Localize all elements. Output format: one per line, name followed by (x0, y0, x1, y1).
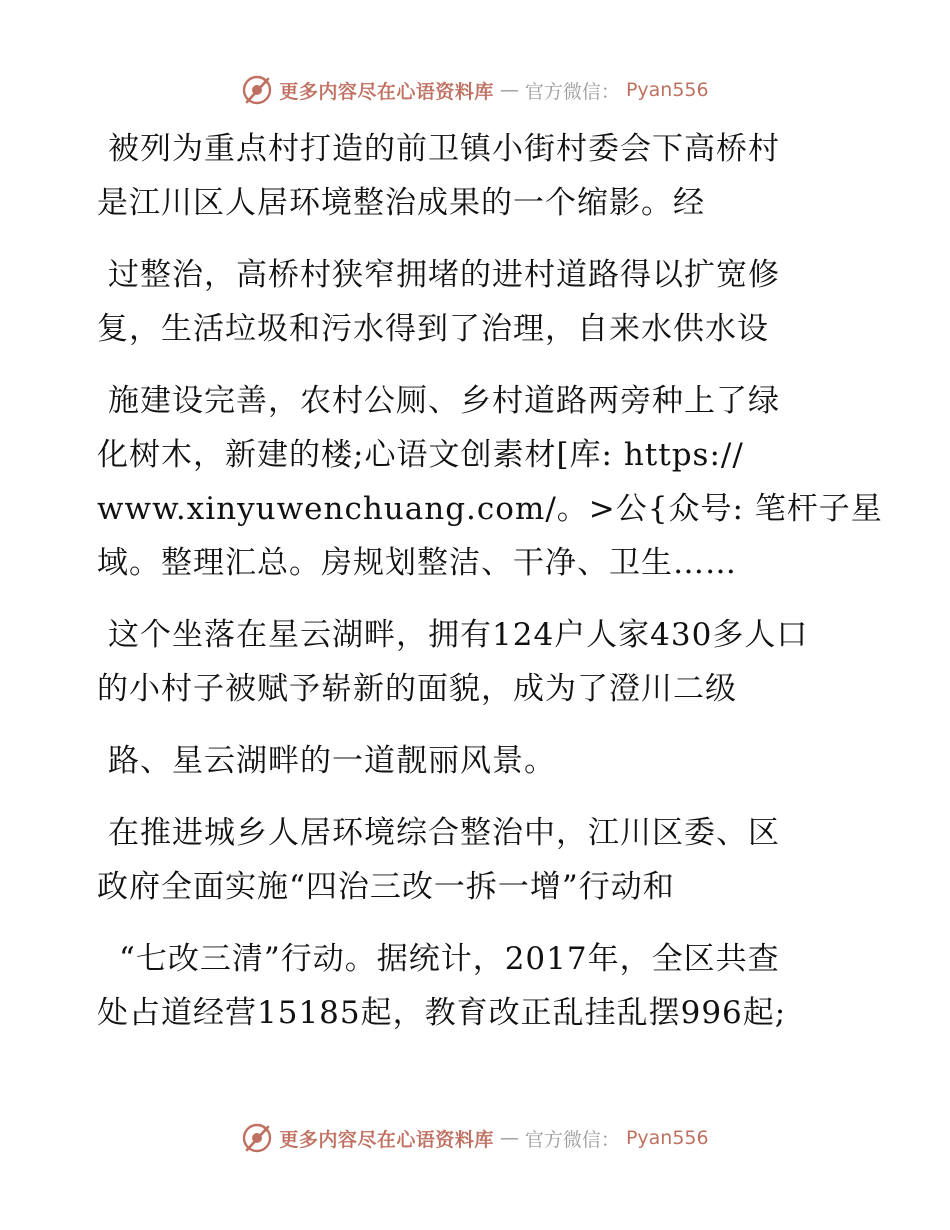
body-line: 域。整理汇总。房规划整洁、干净、卫生…… (97, 545, 737, 581)
body-line: 处占道经营15185起，教育改正乱挂乱摆996起; (97, 995, 787, 1031)
footer-banner-separator: — (499, 1127, 519, 1149)
footer-wechat-label: 官方微信： (524, 1128, 620, 1151)
body-line: 这个坐落在星云湖畔，拥有124户人家430多人口 (108, 617, 809, 653)
body-line: 复，生活垃圾和污水得到了治理，自来水供水设 (97, 311, 769, 347)
quill-seal-icon (241, 74, 273, 106)
header-banner-separator: — (499, 79, 519, 101)
body-line: 化树木，新建的楼;心语文创素材[库: https:// (97, 437, 744, 473)
body-line: 在推进城乡人居环境综合整治中，江川区委、区 (108, 815, 780, 851)
header-wechat-id: Pyan556 (625, 79, 709, 101)
header-banner-text: 更多内容尽在心语资料库 (279, 80, 494, 103)
footer-banner (0, 1118, 950, 1158)
body-line: 施建设完善，农村公厕、乡村道路两旁种上了绿 (108, 383, 780, 419)
body-line: 的小村子被赋予崭新的面貌，成为了澄川二级 (97, 671, 737, 707)
footer-banner-text: 更多内容尽在心语资料库 (279, 1128, 494, 1151)
header-wechat-label: 官方微信： (524, 80, 620, 103)
body-line: 被列为重点村打造的前卫镇小街村委会下高桥村 (108, 131, 780, 167)
body-line: 是江川区人居环境整治成果的一个缩影。经 (97, 185, 705, 221)
body-line: “七改三清”行动。据统计，2017年，全区共查 (119, 941, 780, 977)
document-body (97, 122, 883, 1040)
body-line: www.xinyuwenchuang.com/。>公{众号: 笔杆子星 (97, 491, 883, 527)
body-line: 路、星云湖畔的一道靓丽风景。 (108, 743, 556, 779)
body-line: 政府全面实施“四治三改一拆一增”行动和 (97, 869, 675, 905)
footer-wechat-id: Pyan556 (625, 1127, 709, 1149)
header-banner (0, 70, 950, 110)
body-line: 过整治，高桥村狭窄拥堵的进村道路得以扩宽修 (108, 257, 780, 293)
quill-seal-icon (241, 1122, 273, 1154)
